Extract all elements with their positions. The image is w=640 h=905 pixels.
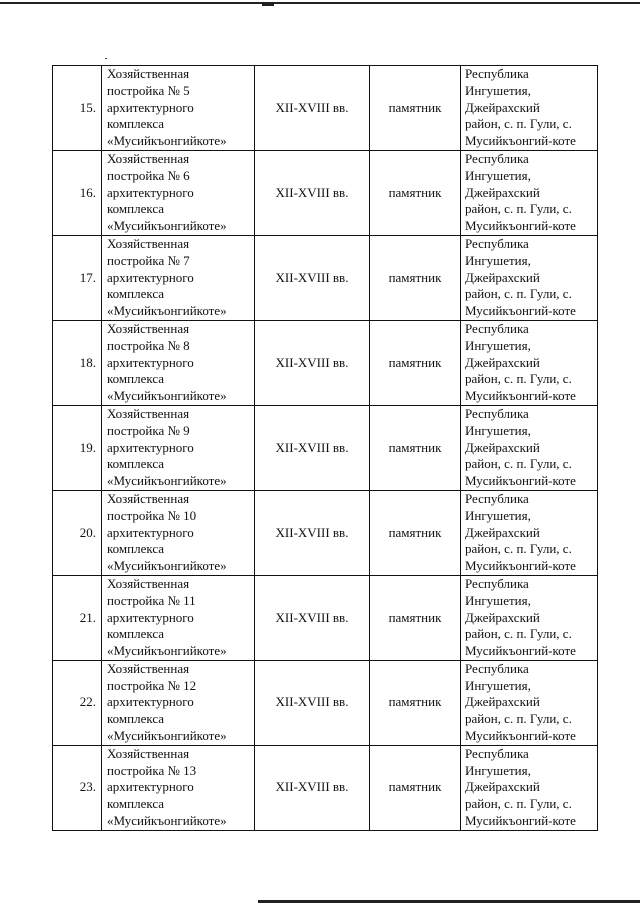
object-name-line: «Мусийкъонгийкоте»	[107, 643, 227, 659]
object-name-cell	[102, 575, 255, 660]
location-line: район, с. п. Гули, с.	[465, 711, 572, 727]
location-line: Республика	[465, 320, 529, 336]
object-name-line: Хозяйственная	[107, 575, 190, 591]
location-line: Республика	[465, 235, 529, 251]
object-name-line: архитектурного	[107, 779, 194, 795]
location-cell	[461, 745, 598, 830]
object-name-line: Хозяйственная	[107, 150, 190, 166]
object-name-line: постройка № 9	[107, 422, 190, 438]
location-line: Джейрахский	[465, 694, 540, 710]
object-name-line: архитектурного	[107, 524, 194, 540]
location-line: Республика	[465, 575, 529, 591]
object-name-cell	[102, 660, 255, 745]
object-name-line: комплекса	[107, 371, 165, 387]
row-number: 16.	[53, 150, 102, 235]
location-line: Джейрахский	[465, 184, 540, 200]
location-cell	[461, 320, 598, 405]
category-cell: памятник	[370, 575, 461, 660]
object-name-line: архитектурного	[107, 439, 194, 455]
category-cell: памятник	[370, 660, 461, 745]
location-cell	[461, 660, 598, 745]
location-line: район, с. п. Гули, с.	[465, 456, 572, 472]
category-cell: памятник	[370, 235, 461, 320]
object-name-line: комплекса	[107, 201, 165, 217]
object-name-line: комплекса	[107, 796, 165, 812]
object-name-line: архитектурного	[107, 99, 194, 115]
object-name-cell	[102, 235, 255, 320]
location-line: Джейрахский	[465, 779, 540, 795]
location-line: Республика	[465, 660, 529, 676]
dating-cell: XII-XVIII вв.	[255, 490, 370, 575]
object-name-line: «Мусийкъонгийкоте»	[107, 133, 227, 149]
location-line: Мусийкъонгий-коте	[465, 643, 576, 659]
category-cell: памятник	[370, 745, 461, 830]
location-line: Мусийкъонгий-коте	[465, 133, 576, 149]
location-line: Республика	[465, 745, 529, 761]
row-number: 20.	[53, 490, 102, 575]
row-number: 19.	[53, 405, 102, 490]
dating-cell: XII-XVIII вв.	[255, 150, 370, 235]
object-name-line: «Мусийкъонгийкоте»	[107, 558, 227, 574]
table-row	[53, 405, 598, 490]
object-name-line: «Мусийкъонгийкоте»	[107, 388, 227, 404]
table-row	[53, 150, 598, 235]
location-cell	[461, 150, 598, 235]
object-name-line: Хозяйственная	[107, 66, 190, 81]
object-name-line: «Мусийкъонгийкоте»	[107, 473, 227, 489]
location-line: Ингушетия,	[465, 252, 531, 268]
table-row	[53, 320, 598, 405]
object-name-line: «Мусийкъонгийкоте»	[107, 728, 227, 744]
dating-cell: XII-XVIII вв.	[255, 405, 370, 490]
location-line: Джейрахский	[465, 524, 540, 540]
location-line: Мусийкъонгий-коте	[465, 303, 576, 319]
table-row	[53, 235, 598, 320]
category-cell: памятник	[370, 320, 461, 405]
row-number: 21.	[53, 575, 102, 660]
object-name-line: постройка № 6	[107, 167, 190, 183]
location-line: Ингушетия,	[465, 422, 531, 438]
table-row	[53, 745, 598, 830]
table-row	[53, 66, 598, 151]
scan-speck	[105, 58, 107, 59]
dating-cell: XII-XVIII вв.	[255, 66, 370, 151]
object-name-line: комплекса	[107, 456, 165, 472]
heritage-objects-table	[52, 65, 598, 831]
location-line: район, с. п. Гули, с.	[465, 116, 572, 132]
object-name-line: постройка № 12	[107, 677, 197, 693]
object-name-line: комплекса	[107, 541, 165, 557]
location-cell	[461, 66, 598, 151]
location-line: Ингушетия,	[465, 337, 531, 353]
location-line: Мусийкъонгий-коте	[465, 218, 576, 234]
object-name-cell	[102, 490, 255, 575]
object-name-line: постройка № 10	[107, 507, 197, 523]
dating-cell: XII-XVIII вв.	[255, 235, 370, 320]
object-name-cell	[102, 150, 255, 235]
object-name-line: комплекса	[107, 116, 165, 132]
object-name-cell	[102, 405, 255, 490]
category-cell: памятник	[370, 150, 461, 235]
location-line: Республика	[465, 405, 529, 421]
location-line: Ингушетия,	[465, 592, 531, 608]
location-line: Ингушетия,	[465, 167, 531, 183]
location-line: Джейрахский	[465, 609, 540, 625]
scan-bottom-edge	[258, 900, 640, 903]
row-number: 23.	[53, 745, 102, 830]
object-name-line: Хозяйственная	[107, 405, 190, 421]
row-number: 18.	[53, 320, 102, 405]
object-name-line: постройка № 7	[107, 252, 190, 268]
location-line: район, с. п. Гули, с.	[465, 286, 572, 302]
scan-edge-line	[0, 2, 640, 4]
object-name-line: Хозяйственная	[107, 745, 190, 761]
location-line: Ингушетия,	[465, 677, 531, 693]
object-name-line: Хозяйственная	[107, 490, 190, 506]
table-row	[53, 490, 598, 575]
object-name-line: Хозяйственная	[107, 320, 190, 336]
object-name-line: архитектурного	[107, 269, 194, 285]
location-line: Мусийкъонгий-коте	[465, 558, 576, 574]
location-line: Ингушетия,	[465, 82, 531, 98]
row-number: 17.	[53, 235, 102, 320]
location-line: Мусийкъонгий-коте	[465, 813, 576, 829]
location-line: Джейрахский	[465, 99, 540, 115]
dating-cell: XII-XVIII вв.	[255, 575, 370, 660]
category-cell: памятник	[370, 405, 461, 490]
object-name-line: постройка № 5	[107, 82, 190, 98]
location-line: Мусийкъонгий-коте	[465, 728, 576, 744]
object-name-line: Хозяйственная	[107, 660, 190, 676]
location-line: Республика	[465, 150, 529, 166]
object-name-line: Хозяйственная	[107, 235, 190, 251]
location-line: район, с. п. Гули, с.	[465, 201, 572, 217]
object-name-line: комплекса	[107, 711, 165, 727]
location-line: Джейрахский	[465, 269, 540, 285]
object-name-line: «Мусийкъонгийкоте»	[107, 218, 227, 234]
dating-cell: XII-XVIII вв.	[255, 320, 370, 405]
row-number: 22.	[53, 660, 102, 745]
category-cell: памятник	[370, 66, 461, 151]
object-name-line: архитектурного	[107, 609, 194, 625]
location-line: Ингушетия,	[465, 762, 531, 778]
object-name-line: комплекса	[107, 626, 165, 642]
location-line: Ингушетия,	[465, 507, 531, 523]
table-row	[53, 660, 598, 745]
location-line: Мусийкъонгий-коте	[465, 473, 576, 489]
location-cell	[461, 235, 598, 320]
location-cell	[461, 490, 598, 575]
dating-cell: XII-XVIII вв.	[255, 660, 370, 745]
object-name-cell	[102, 745, 255, 830]
object-name-line: архитектурного	[107, 354, 194, 370]
object-name-line: «Мусийкъонгийкоте»	[107, 303, 227, 319]
object-name-cell	[102, 66, 255, 151]
object-name-line: постройка № 11	[107, 592, 196, 608]
object-name-line: архитектурного	[107, 184, 194, 200]
scan-top-edge	[0, 0, 640, 6]
row-number: 15.	[53, 66, 102, 151]
location-line: район, с. п. Гули, с.	[465, 371, 572, 387]
location-line: район, с. п. Гули, с.	[465, 541, 572, 557]
location-line: Мусийкъонгий-коте	[465, 388, 576, 404]
object-name-line: постройка № 8	[107, 337, 190, 353]
location-line: Джейрахский	[465, 354, 540, 370]
category-cell: памятник	[370, 490, 461, 575]
location-line: район, с. п. Гули, с.	[465, 796, 572, 812]
location-line: Республика	[465, 66, 529, 81]
object-name-line: архитектурного	[107, 694, 194, 710]
object-name-cell	[102, 320, 255, 405]
dating-cell: XII-XVIII вв.	[255, 745, 370, 830]
location-line: район, с. п. Гули, с.	[465, 626, 572, 642]
scan-edge-mark	[262, 3, 274, 6]
location-line: Республика	[465, 490, 529, 506]
table-body	[53, 66, 598, 831]
table-row	[53, 575, 598, 660]
object-name-line: постройка № 13	[107, 762, 197, 778]
object-name-line: комплекса	[107, 286, 165, 302]
location-line: Джейрахский	[465, 439, 540, 455]
location-cell	[461, 575, 598, 660]
object-name-line: «Мусийкъонгийкоте»	[107, 813, 227, 829]
location-cell	[461, 405, 598, 490]
